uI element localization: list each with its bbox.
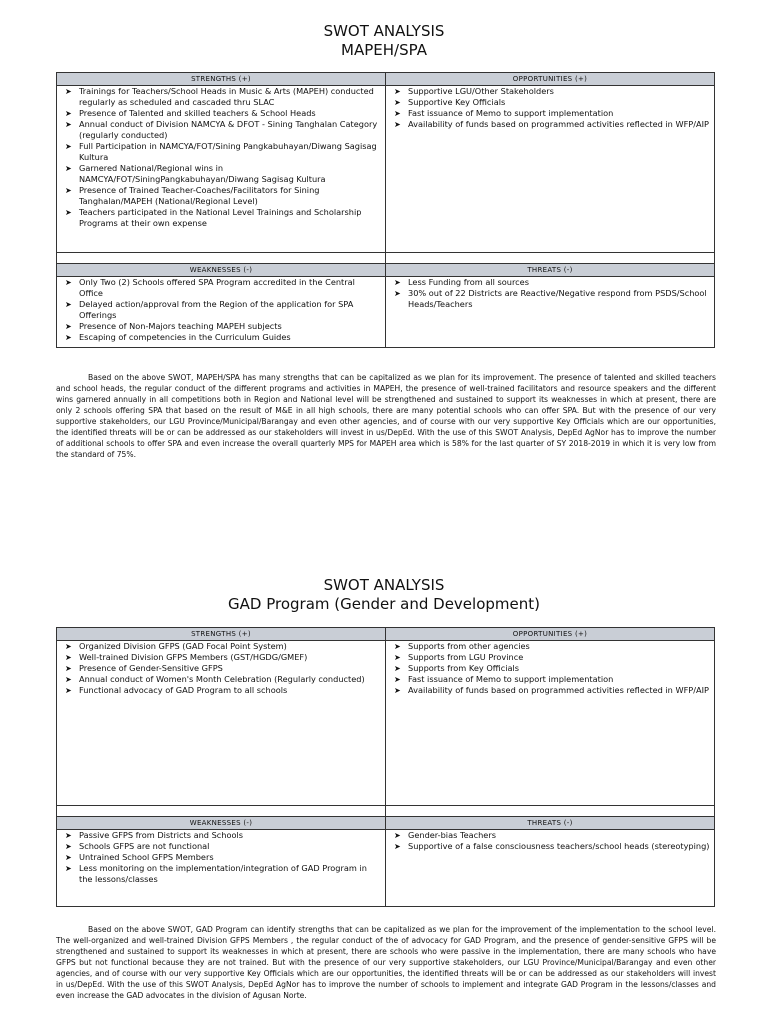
arrow-bullet-icon: ➤: [394, 831, 401, 840]
list-item-text: Less Funding from all sources: [408, 277, 529, 287]
list-item: [63, 108, 381, 119]
arrow-bullet-icon: ➤: [394, 98, 401, 107]
section2-threats-list: [390, 830, 710, 852]
arrow-bullet-icon: ➤: [394, 120, 401, 129]
section1-title: SWOT ANALYSIS: [323, 22, 445, 40]
list-item: [392, 277, 710, 288]
list-item: [63, 277, 381, 299]
section1-title-block: [0, 22, 768, 60]
arrow-bullet-icon: ➤: [394, 289, 401, 298]
arrow-bullet-icon: ➤: [394, 664, 401, 673]
list-item-text: Gender-bias Teachers: [408, 830, 496, 840]
arrow-bullet-icon: ➤: [65, 831, 72, 840]
list-item-text: Presence of Non-Majors teaching MAPEH subjects: [79, 321, 282, 331]
list-item-text: Presence of Talented and skilled teachers & School Heads: [79, 108, 316, 118]
section2-title: SWOT ANALYSIS: [323, 576, 445, 594]
list-item-text: Supports from Key Officials: [408, 663, 520, 673]
list-item-text: Supportive of a false consciousness teachers/school heads (stereotyping): [408, 841, 710, 851]
list-item: [392, 663, 710, 674]
arrow-bullet-icon: ➤: [65, 278, 72, 287]
list-item-text: Garnered National/Regional wins in NAMCYA/FOT/SiningPangkabuhayan/Diwang Sagisag Kultura: [79, 163, 326, 184]
section1-subtitle: MAPEH/SPA: [341, 41, 427, 59]
arrow-bullet-icon: ➤: [394, 653, 401, 662]
section2-strengths-list: [61, 641, 381, 696]
list-item: [63, 641, 381, 652]
list-item: [392, 830, 710, 841]
list-item-text: Presence of Trained Teacher-Coaches/Facilitators for Sining Tanghalan/MAPEH (National/Regional Level): [79, 185, 320, 206]
section1-swot-table: [56, 72, 715, 348]
list-item: [63, 207, 381, 229]
list-item: [63, 163, 381, 185]
arrow-bullet-icon: ➤: [65, 653, 72, 662]
list-item: [392, 119, 710, 130]
section1-spacer-left: [57, 253, 386, 264]
section1-opportunities-list: [390, 86, 710, 130]
list-item: [63, 185, 381, 207]
arrow-bullet-icon: ➤: [65, 842, 72, 851]
list-item: [392, 108, 710, 119]
list-item-text: Supportive LGU/Other Stakeholders: [408, 86, 554, 96]
list-item: [63, 674, 381, 685]
section1-threats-list: [390, 277, 710, 310]
section1-weaknesses-cell: [57, 277, 386, 348]
arrow-bullet-icon: ➤: [394, 109, 401, 118]
arrow-bullet-icon: ➤: [65, 864, 72, 873]
section2-swot-table: [56, 627, 715, 907]
list-item-text: Supports from LGU Province: [408, 652, 524, 662]
section1-paragraph: Based on the above SWOT, MAPEH/SPA has many strengths that can be capitalized as we plan for its improvement. The presence of talented and skilled teachers and school heads, the regular conduct of the different programs and activities in MAPEH, the presence of well-trained facilitators and resource speakers and the different wins garnered annually in all competitions both in Region and National level will be strengthened and sustained to support its weaknesses in which at present, there are only 2 schools offering SPA that based on the result of M&E in all high schools, there are many potential schools who can offer SPA. But with the presence of our very supportive stakeholders, our LGU Province/Municipal/Barangay and even other agencies, and of course with our very supportive Key Officials which are our opportunities, the identified threats will be or can be addressed as our stakeholders will invest in us/DepEd. With the use of this SWOT Analysis, DepEd AgNor has to improve the number of additional schools to offer SPA and even increase the overall quarterly MPS for MAPEH area which is 58% for the last quarter of SY 2018-2019 in which it is very low from the standard of 75%.: [56, 373, 716, 459]
list-item-text: Untrained School GFPS Members: [79, 852, 214, 862]
arrow-bullet-icon: ➤: [394, 642, 401, 651]
section1-spacer-right: [386, 253, 715, 264]
list-item-text: Passive GFPS from Districts and Schools: [79, 830, 244, 840]
list-item-text: Annual conduct of Division NAMCYA & DFOT - Sining Tanghalan Category (regularly conducted): [79, 119, 378, 140]
section2-weaknesses-list: [61, 830, 381, 885]
arrow-bullet-icon: ➤: [65, 675, 72, 684]
section2-threats-cell: [386, 830, 715, 907]
arrow-bullet-icon: ➤: [65, 87, 72, 96]
list-item: [392, 97, 710, 108]
section2-weaknesses-cell: [57, 830, 386, 907]
section2-title-block: [0, 576, 768, 614]
section2-opportunities-cell: [386, 641, 715, 806]
list-item-text: Escaping of competencies in the Curriculum Guides: [79, 332, 291, 342]
arrow-bullet-icon: ➤: [65, 333, 72, 342]
section1-opportunities-header: OPPORTUNITIES (+): [386, 73, 715, 86]
list-item-text: Supports from other agencies: [408, 641, 530, 651]
section1-strengths-cell: [57, 86, 386, 253]
section1-opportunities-cell: [386, 86, 715, 253]
arrow-bullet-icon: ➤: [65, 686, 72, 695]
section2-paragraph: Based on the above SWOT, GAD Program can identify strengths that can be capitalized as we plan for the improvement of the implementation to the school level. The well-organized and well-trained Division GFPS Members , the regular conduct of the of advocacy for GAD Program, and the presence of gender-sensitive GFPS will be strengthened and sustained to support its weaknesses in which at present, there are schools who were passive in the implementation, there are many schools who have GFPS but not functional because they are not trained. But with the presence of our very supportive stakeholders, our LGU Province/Municipal/Barangay and even other agencies, and of course with our very supportive Key Officials which are our opportunities, the identified threats will be or can be addressed as our stakeholders will invest in us/DepEd. With the use of this SWOT Analysis, DepEd AgNor has to improve the number of schools to implement and integrate GAD Program in the lessons/classes and even increase the GAD advocates in the division of Agusan Norte.: [56, 925, 716, 1000]
arrow-bullet-icon: ➤: [65, 664, 72, 673]
list-item-text: Well-trained Division GFPS Members (GST/HGDG/GMEF): [79, 652, 308, 662]
list-item: [63, 830, 381, 841]
section1-weaknesses-list: [61, 277, 381, 343]
section2-strengths-cell: [57, 641, 386, 806]
section1-strengths-header: STRENGTHS (+): [57, 73, 386, 86]
section2-opportunities-header: OPPORTUNITIES (+): [386, 628, 715, 641]
section1-strengths-list: [61, 86, 381, 229]
arrow-bullet-icon: ➤: [394, 842, 401, 851]
list-item: [63, 86, 381, 108]
list-item-text: Teachers participated in the National Level Trainings and Scholarship Programs at their own expense: [79, 207, 362, 228]
list-item: [392, 288, 710, 310]
section1-weaknesses-header: WEAKNESSES (-): [57, 264, 386, 277]
arrow-bullet-icon: ➤: [65, 186, 72, 195]
list-item-text: Only Two (2) Schools offered SPA Program accredited in the Central Office: [79, 277, 355, 298]
list-item-text: Full Participation in NAMCYA/FOT/Sining Pangkabuhayan/Diwang Sagisag Kultura: [79, 141, 377, 162]
list-item: [63, 299, 381, 321]
list-item-text: Functional advocacy of GAD Program to all schools: [79, 685, 288, 695]
list-item: [63, 332, 381, 343]
list-item: [63, 321, 381, 332]
arrow-bullet-icon: ➤: [65, 142, 72, 151]
section2-spacer-left: [57, 806, 386, 817]
list-item-text: Schools GFPS are not functional: [79, 841, 210, 851]
list-item-text: Fast issuance of Memo to support implementation: [408, 108, 614, 118]
arrow-bullet-icon: ➤: [394, 675, 401, 684]
list-item-text: Trainings for Teachers/School Heads in Music & Arts (MAPEH) conducted regularly as scheduled and cascaded thru SLAC: [79, 86, 374, 107]
section2-threats-header: THREATS (-): [386, 817, 715, 830]
list-item-text: Less monitoring on the implementation/integration of GAD Program in the lessons/classes: [79, 863, 367, 884]
list-item: [63, 685, 381, 696]
section2-strengths-header: STRENGTHS (+): [57, 628, 386, 641]
list-item-text: Supportive Key Officials: [408, 97, 506, 107]
list-item-text: 30% out of 22 Districts are Reactive/Negative respond from PSDS/School Heads/Teachers: [408, 288, 707, 309]
arrow-bullet-icon: ➤: [65, 109, 72, 118]
list-item: [63, 652, 381, 663]
list-item: [392, 685, 710, 696]
list-item-text: Delayed action/approval from the Region of the application for SPA Offerings: [79, 299, 354, 320]
section2-subtitle: GAD Program (Gender and Development): [228, 595, 540, 613]
list-item: [63, 663, 381, 674]
arrow-bullet-icon: ➤: [65, 642, 72, 651]
list-item: [63, 141, 381, 163]
list-item-text: Organized Division GFPS (GAD Focal Point System): [79, 641, 287, 651]
list-item: [392, 641, 710, 652]
list-item: [63, 119, 381, 141]
arrow-bullet-icon: ➤: [65, 300, 72, 309]
list-item: [392, 674, 710, 685]
list-item: [392, 841, 710, 852]
list-item-text: Availability of funds based on programmed activities reflected in WFP/AIP: [408, 119, 709, 129]
section1-threats-header: THREATS (-): [386, 264, 715, 277]
list-item: [392, 652, 710, 663]
section1-threats-cell: [386, 277, 715, 348]
list-item: [63, 852, 381, 863]
list-item-text: Fast issuance of Memo to support implementation: [408, 674, 614, 684]
arrow-bullet-icon: ➤: [394, 278, 401, 287]
list-item-text: Presence of Gender-Sensitive GFPS: [79, 663, 223, 673]
arrow-bullet-icon: ➤: [394, 87, 401, 96]
list-item: [63, 841, 381, 852]
list-item: [392, 86, 710, 97]
list-item: [63, 863, 381, 885]
list-item-text: Annual conduct of Women's Month Celebration (Regularly conducted): [79, 674, 365, 684]
section2-weaknesses-header: WEAKNESSES (-): [57, 817, 386, 830]
arrow-bullet-icon: ➤: [65, 164, 72, 173]
list-item-text: Availability of funds based on programmed activities reflected in WFP/AIP: [408, 685, 709, 695]
arrow-bullet-icon: ➤: [65, 208, 72, 217]
arrow-bullet-icon: ➤: [65, 853, 72, 862]
arrow-bullet-icon: ➤: [65, 322, 72, 331]
arrow-bullet-icon: ➤: [394, 686, 401, 695]
section2-spacer-right: [386, 806, 715, 817]
section2-opportunities-list: [390, 641, 710, 696]
arrow-bullet-icon: ➤: [65, 120, 72, 129]
